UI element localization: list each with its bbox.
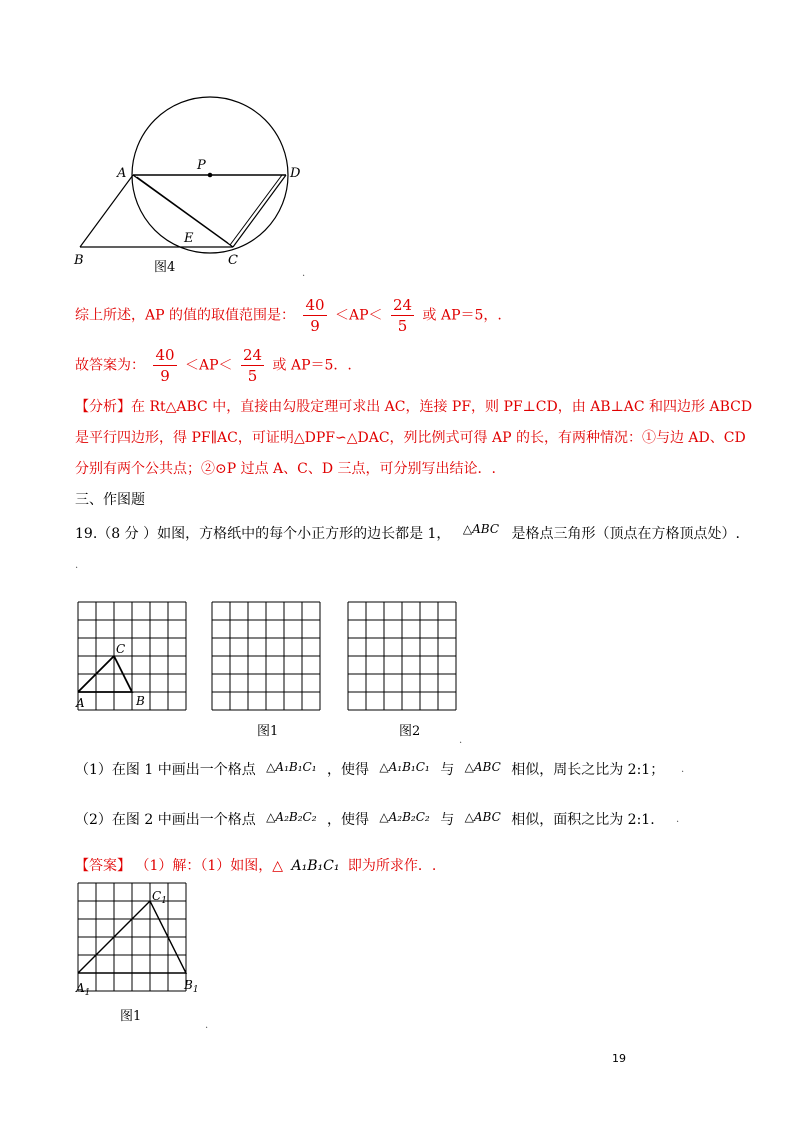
answer-triangle: A₁B₁C₁ [291, 858, 340, 874]
answer-label-b1: $B_1$ [184, 978, 199, 995]
part2-triangle-a2b2c2-2: △A₂B₂C₂ [379, 810, 430, 824]
point-p [208, 173, 213, 178]
q19-rest: 是格点三角形（顶点在方格顶点处）. [511, 526, 740, 542]
answer-grid [78, 883, 186, 991]
part1-mid: ，使得 [326, 762, 369, 778]
question-part-2 [75, 810, 655, 830]
label-e: E [184, 231, 194, 246]
part2-end: 相似，面积之比为 2:1. [511, 812, 655, 828]
summary-suffix: 或 AP＝5，. [422, 307, 502, 324]
part2-with: 与 [440, 812, 455, 828]
analysis-line-2: 是平行四边形，得 PF∥AC，可证明△DPF∽△DAC，列比例式可得 AP 的长，有两种情况：①与边 AD、CD [75, 430, 746, 446]
abc-grid [78, 602, 186, 710]
fraction-40-9: $\frac{40}{9}$ [305, 296, 325, 335]
answer-line [75, 346, 352, 385]
part2-lead: （2）在图 2 中画出一个格点 [75, 812, 256, 828]
label-d: D [290, 166, 301, 181]
grid-label-b: B [136, 694, 145, 708]
q19-intro: 19.（8 分 ）如图，方格纸中的每个小正方形的边长都是 1， [75, 526, 451, 542]
part2-mid: ，使得 [326, 812, 369, 828]
answer-fraction-24-5: $\frac{24}{5}$ [242, 346, 263, 385]
grid-figure-1 [212, 602, 320, 710]
analysis-line-1: 【分析】在 Rt△ABC 中，直接由勾股定理可求出 AC，连接 PF，则 PF⊥CD，由 AB⊥AC 和四边形 ABCD [75, 399, 753, 415]
segment-dc [233, 175, 286, 247]
summary-line [75, 296, 502, 335]
label-c: C [228, 253, 238, 268]
part1-triangle-abc: △ABC [464, 760, 501, 774]
grid-figure-2 [348, 602, 456, 710]
answer-label-a1: $A_1$ [76, 981, 91, 998]
grid-caption-fig2: 图2 [399, 724, 421, 739]
answer-text: （1）解：（1）如图，△ [135, 858, 284, 874]
answer-fraction-40-9: $\frac{40}{9}$ [155, 346, 175, 385]
part1-triangle-a1b1c1-2: △A₁B₁C₁ [379, 760, 430, 774]
answer-caption: 图1 [120, 1009, 142, 1024]
grid-label-c: C [116, 642, 126, 656]
answer-block [75, 856, 436, 876]
label-p: P [197, 158, 206, 173]
fig4-caption: 图4 [154, 260, 176, 275]
grid-caption-fig1: 图1 [257, 724, 279, 739]
analysis-line-3: 分别有两个公共点；②⊙P 过点 A、C、D 三点，可分别写出结论．. [75, 461, 496, 477]
answer-line-prefix: 故答案为： [75, 357, 145, 374]
segment-ac-inner [137, 177, 228, 243]
part2-triangle-abc: △ABC [464, 810, 501, 824]
fraction-24-5: $\frac{24}{5}$ [392, 296, 413, 335]
question-part-1 [75, 760, 664, 780]
grid-label-a: A [76, 696, 85, 710]
section-title: 三、作图题 [75, 492, 145, 508]
q19-triangle: △ABC [462, 522, 500, 536]
question-19 [75, 524, 740, 544]
answer-label-c1: $C_1$ [152, 889, 167, 906]
answer-end: 即为所求作．. [347, 858, 437, 874]
label-a: A [117, 166, 127, 181]
page-number: 19 [612, 1052, 626, 1065]
answer-line-mid: ＜AP＜ [185, 357, 233, 374]
answer-figure [70, 880, 220, 1030]
answer-line-suffix: 或 AP＝5．. [272, 357, 352, 374]
segment-ab [80, 175, 133, 247]
figure-4 [70, 95, 320, 280]
summary-prefix: 综上所述，AP 的值的取值范围是： [75, 307, 295, 324]
answer-tag: 【答案】 [75, 858, 131, 874]
part1-with: 与 [440, 762, 455, 778]
segment-dc-inner [230, 175, 282, 245]
label-b: B [74, 253, 84, 268]
part1-end: 相似，周长之比为 2:1； [511, 762, 665, 778]
question-grids [70, 595, 470, 745]
part1-lead: （1）在图 1 中画出一个格点 [75, 762, 256, 778]
part1-triangle-a1b1c1: △A₁B₁C₁ [266, 760, 317, 774]
part2-triangle-a2b2c2: △A₂B₂C₂ [266, 810, 317, 824]
summary-mid: ＜AP＜ [334, 307, 383, 324]
